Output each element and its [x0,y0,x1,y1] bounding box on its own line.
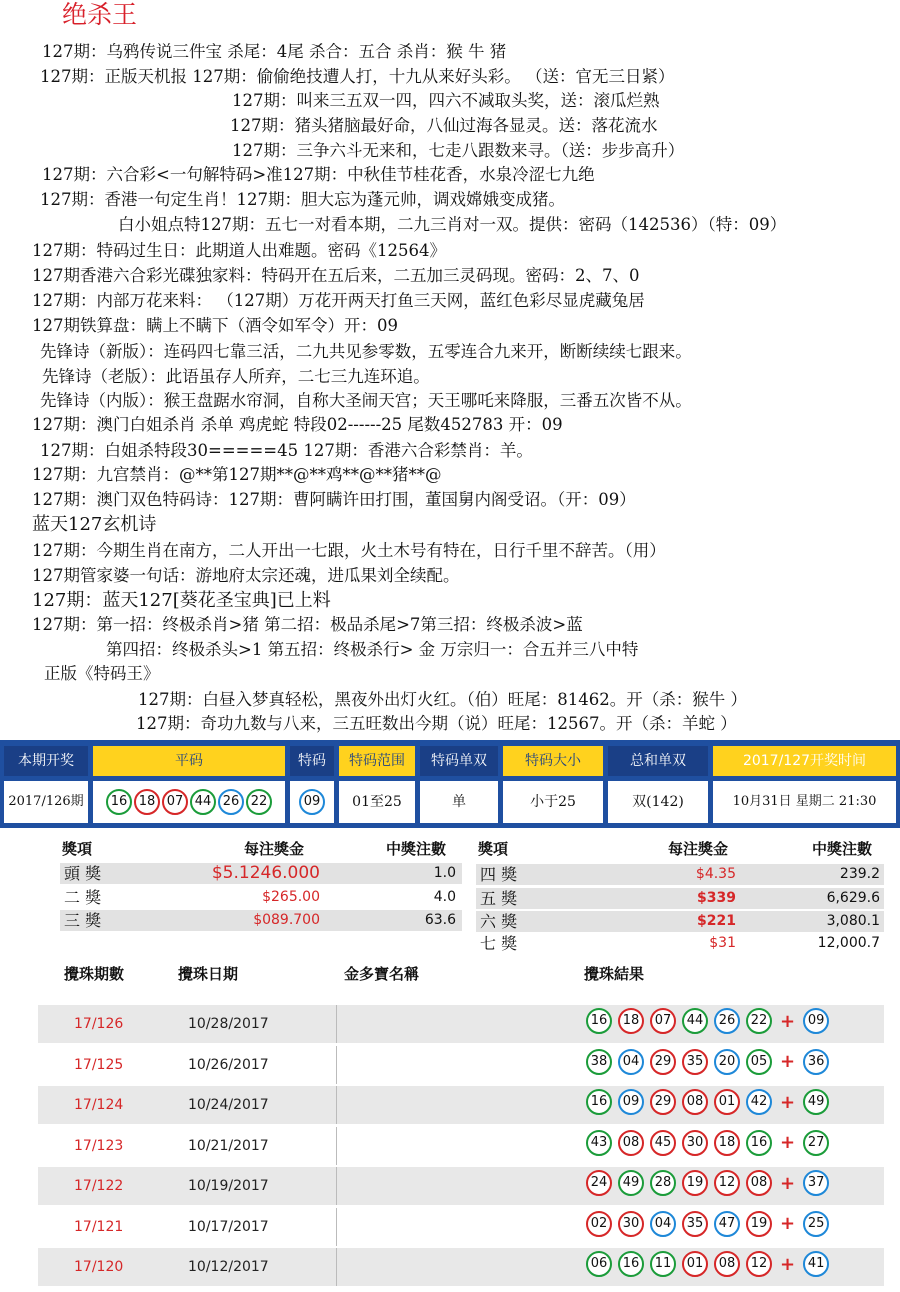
number-ball: 25 [803,1211,829,1237]
history-row [38,1167,884,1205]
history-date: 10/12/2017 [188,1259,269,1275]
number-ball: 19 [682,1170,708,1196]
number-ball: 18 [134,789,160,815]
number-ball: 38 [586,1049,612,1075]
prediction-line: 第四招：终极杀头>1 第五招：终极杀行> 金 万宗归一：合五并三八中特 [106,640,639,659]
prize-count: 3,080.1 [826,913,880,929]
number-ball: 12 [746,1251,772,1277]
prize-name: 三 獎 [64,911,102,930]
history-date: 10/21/2017 [188,1137,269,1154]
prize-row [60,910,462,931]
header-special-range: 特码范围 [339,746,415,776]
number-ball: 08 [746,1170,772,1196]
column-divider [336,1086,337,1124]
number-ball: 11 [650,1251,676,1277]
prize-amount: $089.700 [253,912,320,928]
header-special-odd-even: 特码单双 [420,746,498,776]
history-issue: 17/124 [74,1097,124,1113]
prediction-line: 127期：白昼入梦真轻松，黑夜外出灯火红。（伯）旺尾：81462。开（杀：猴牛 ） [138,690,747,709]
history-row [38,1005,884,1043]
draw-sum-odd-even: 双(142) [608,781,708,823]
prediction-line: 127期：乌鸦传说三件宝 杀尾：4尾 杀合：五合 杀肖：猴 牛 猪 [42,42,507,61]
number-ball: 26 [714,1008,740,1034]
history-header-date: 攪珠日期 [178,965,239,983]
draw-result-table [0,740,900,828]
number-ball: 05 [746,1049,772,1075]
number-ball: 24 [586,1170,612,1196]
prediction-line: 127期：内部万花来料： （127期）万花开两天打鱼三天网，蓝红色彩尽显虎藏兔居 [32,291,645,310]
history-balls [586,1170,835,1196]
number-ball: 49 [803,1089,829,1115]
history-row [38,1127,884,1165]
history-date: 10/17/2017 [188,1218,269,1235]
draw-regular-balls [93,781,285,823]
number-ball: 02 [586,1211,612,1237]
plus-icon: + [780,1051,796,1072]
number-ball: 30 [618,1211,644,1237]
prize-amount: $339 [697,890,736,906]
number-ball: 26 [218,789,244,815]
header-next-draw-time: 2017/127开奖时间 [713,746,896,776]
number-ball: 06 [586,1251,612,1277]
prize-count: 12,000.7 [817,935,880,951]
draw-range: 01至25 [339,781,415,823]
prize-count: 6,629.6 [826,890,880,906]
prize-amount: $31 [709,935,736,951]
history-balls [586,1251,835,1277]
prize-name: 四 獎 [480,865,518,884]
column-divider [336,1046,337,1084]
number-ball: 29 [650,1089,676,1115]
plus-icon: + [780,1172,796,1194]
history-balls [586,1049,835,1075]
prize-row [476,888,884,909]
prediction-line: 127期：蓝天127[葵花圣宝典]已上料 [32,590,331,611]
column-divider [336,1208,337,1246]
number-ball: 16 [746,1130,772,1156]
number-ball: 35 [682,1211,708,1237]
number-ball: 16 [618,1251,644,1277]
number-ball: 49 [618,1170,644,1196]
number-ball: 09 [803,1008,829,1034]
number-ball: 22 [246,789,272,815]
prize-count: 4.0 [433,889,456,905]
history-balls [586,1211,835,1237]
prize-amount: $265.00 [262,889,320,905]
prize-name: 五 獎 [480,889,518,908]
number-ball: 08 [682,1089,708,1115]
history-date: 10/28/2017 [188,1016,269,1032]
prediction-line: 127期：白姐杀特段30=====45 127期：香港六合彩禁肖：羊。 [40,441,533,460]
header-sum-odd-even: 总和单双 [608,746,708,776]
number-ball: 01 [714,1089,740,1115]
number-ball: 16 [106,789,132,815]
history-row [38,1086,884,1124]
prediction-line: 127期：九宫禁肖：@**第127期**@**鸡**@**猪**@ [32,465,442,484]
prize-amount: $5.1246.000 [211,863,320,883]
number-ball: 29 [650,1049,676,1075]
number-ball: 47 [714,1211,740,1237]
history-header-name: 金多寶名稱 [344,965,420,983]
number-ball: 18 [714,1130,740,1156]
number-ball: 36 [803,1049,829,1075]
prediction-line: 127期：猪头猪脑最好命，八仙过海各显灵。送：落花流水 [230,116,658,135]
prediction-line: 127期：香港一句定生肖！127期：胆大忘为蓬元帅，调戏嫦娥变成猪。 [40,190,565,209]
prediction-line: 先锋诗（老版）：此语虽存人所弃，二七三九连环追。 [42,367,430,386]
prize-header-amount-right: 每注獎金 [668,840,729,858]
number-ball: 20 [714,1049,740,1075]
prediction-line: 127期：澳门白姐杀肖 杀单 鸡虎蛇 特段02------25 尾数452783 开：09 [32,415,563,434]
plus-icon: + [780,1253,796,1275]
history-issue: 17/121 [74,1218,124,1235]
number-ball: 27 [803,1130,829,1156]
prediction-line: 127期：叫来三五双一四，四六不减取头奖，送：滚瓜烂熟 [232,91,660,110]
header-special-size: 特码大小 [503,746,603,776]
history-row [38,1208,884,1246]
number-ball: 19 [746,1211,772,1237]
prize-header-item-right: 獎項 [478,840,509,858]
page-title: 绝杀王 [62,0,138,29]
number-ball: 45 [650,1130,676,1156]
number-ball: 22 [746,1008,772,1034]
prize-count: 239.2 [839,866,880,882]
prediction-line: 127期：特码过生日：此期道人出难题。密码《12564》 [32,241,446,260]
prize-row [476,864,884,885]
prediction-line: 127期：澳门双色特码诗：127期：曹阿瞒许田打围，董国舅内阁受诏。（开：09） [32,490,636,509]
history-header-result: 攪珠結果 [584,965,645,983]
prediction-line: 先锋诗（新版）：连码四七靠三活，二九共见参零数，五零连合九来开，断断续续七跟来。 [40,342,692,361]
history-balls [586,1008,835,1034]
prize-name: 六 獎 [480,912,518,931]
number-ball: 44 [682,1008,708,1034]
history-balls [586,1089,835,1115]
history-issue: 17/122 [74,1178,124,1194]
number-ball: 44 [190,789,216,815]
divider [205,988,550,1002]
prize-count: 1.0 [433,865,456,881]
prize-header-amount: 每注獎金 [244,840,305,858]
draw-odd-even: 单 [420,781,498,823]
plus-icon: + [780,1010,796,1032]
history-row [38,1248,884,1286]
prize-amount: $4.35 [695,866,736,882]
number-ball: 07 [162,789,188,815]
prize-name: 七 獎 [480,934,518,953]
number-ball: 28 [650,1170,676,1196]
plus-icon: + [780,1213,796,1234]
history-date: 10/26/2017 [188,1056,269,1073]
number-ball: 30 [682,1130,708,1156]
history-row [38,1046,884,1084]
prediction-line: 127期管家婆一句话：游地府太宗还魂，进瓜果刘全续配。 [32,566,460,585]
prize-name: 頭 獎 [64,864,102,883]
prediction-line: 127期：第一招：终极杀肖>猪 第二招：极品杀尾>7第三招：终极杀波>蓝 [32,615,583,634]
prediction-line: 127期香港六合彩光碟独家料：特码开在五后来，二五加三灵码现。密码：2、7、0 [32,266,640,285]
history-header-issue: 攪珠期數 [64,965,125,983]
history-date: 10/19/2017 [188,1178,269,1194]
number-ball: 07 [650,1008,676,1034]
number-ball: 09 [299,789,325,815]
draw-issue: 2017/126期 [4,781,88,823]
prize-header-count-right: 中獎注數 [812,840,873,858]
number-ball: 41 [803,1251,829,1277]
column-divider [336,1127,337,1165]
history-balls [586,1130,835,1156]
prediction-line: 127期：正版天机报 127期：偷偷绝技遭人打，十九从来好头彩。 （送：官无三日紧） [40,67,675,86]
column-divider [336,1167,337,1205]
number-ball: 35 [682,1049,708,1075]
prediction-line: 先锋诗（内版）：猴王盘踞水帘洞，自称大圣闹天宫；天王哪吒来降服，三番五次皆不从。 [40,391,692,410]
number-ball: 43 [586,1130,612,1156]
history-issue: 17/126 [74,1016,124,1032]
number-ball: 12 [714,1170,740,1196]
number-ball: 18 [618,1008,644,1034]
prediction-line: 127期：奇功九数与八来，三五旺数出今期（说）旺尾：12567。开（杀：羊蛇 ） [136,714,737,733]
number-ball: 16 [586,1008,612,1034]
prediction-line: 正版《特码王》 [44,664,160,683]
number-ball: 09 [618,1089,644,1115]
number-ball: 42 [746,1089,772,1115]
number-ball: 37 [803,1170,829,1196]
prediction-line: 127期：今期生肖在南方，二人开出一七跟，火土木号有特在，日行千里不辞苦。（用） [32,541,666,560]
header-regular-numbers: 平码 [93,746,285,776]
column-divider [336,1248,337,1286]
header-current-draw: 本期开奖 [4,746,88,776]
number-ball: 16 [586,1089,612,1115]
history-issue: 17/125 [74,1056,124,1073]
draw-special-ball [290,781,334,823]
prize-amount: $221 [697,913,736,929]
prize-row [60,887,462,908]
column-divider [336,1005,337,1043]
draw-next-time: 10月31日 星期二 21:30 [713,781,896,823]
number-ball: 04 [650,1211,676,1237]
header-special-number: 特码 [290,746,334,776]
prize-row [476,933,884,954]
prediction-line: 白小姐点特127期：五七一对看本期，二九三肖对一双。提供：密码（142536）（特：09） [118,215,787,234]
prize-name: 二 獎 [64,888,102,907]
prize-count: 63.6 [424,912,456,928]
number-ball: 08 [714,1251,740,1277]
number-ball: 01 [682,1251,708,1277]
plus-icon: + [780,1132,796,1153]
prize-row [476,911,884,932]
number-ball: 04 [618,1049,644,1075]
history-issue: 17/120 [74,1259,124,1275]
prize-header-count: 中獎注數 [386,840,447,858]
number-ball: 08 [618,1130,644,1156]
history-issue: 17/123 [74,1137,124,1154]
prediction-line: 蓝天127玄机诗 [32,514,157,535]
draw-size: 小于25 [503,781,603,823]
prize-header-item: 獎項 [62,840,93,858]
prize-row [60,863,462,884]
prediction-line: 127期铁算盘：瞒上不瞒下（酒令如军令）开：09 [32,316,398,335]
history-date: 10/24/2017 [188,1097,269,1113]
plus-icon: + [780,1091,796,1113]
prediction-line: 127期：六合彩<一句解特码>准127期：中秋佳节桂花香，水泉冷涩七九绝 [42,165,595,184]
prediction-line: 127期：三争六斗无来和，七走八跟数来寻。（送：步步高升） [232,141,685,160]
